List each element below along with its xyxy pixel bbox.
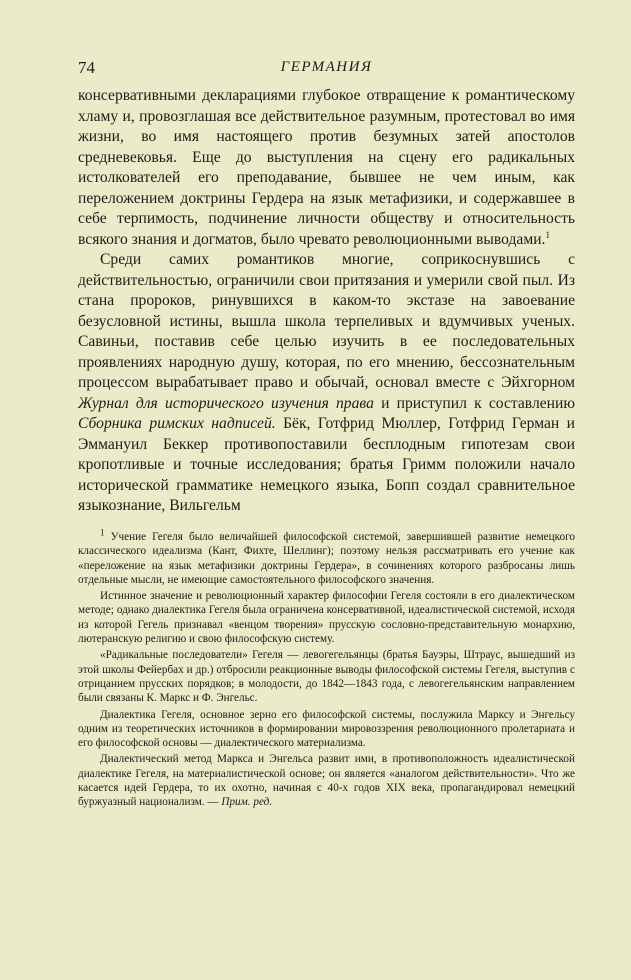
footnote-3: «Радикальные последователи» Гегеля — левогегельянцы (братья Бауэры, Штраус, вышедший из этой школы Фейербах и др.) отбросили реакционные выводы философской системы Гегеля, выступив с отрицанием прусских порядков; в молодости, до 1842—1843 года, с левогегельянским направлением были связаны К. Маркс и Ф. Энгельс.	[78, 649, 575, 705]
paragraph-2	[78, 250, 575, 517]
paragraph-1	[78, 86, 575, 250]
page-header	[78, 58, 575, 82]
footnote-5	[78, 752, 575, 809]
page-number: 74	[78, 58, 95, 77]
paragraph-1-text: консервативными декларациями глубокое отвращение к романтическому хламу и, провозглашая все действительное разумным, протестовал во имя жизни, во имя настоящего против безумных затей апостолов средневековья. Еще до выступления на сцену его радикальных истолкователей его преподавание, бывшее не чем иным, как переложением доктрины Гердера на язык метафизики, и содержавшее в себе терпимость, подчинение личности обществу и относительность всякого знания и догматов, было чревато революционными выводами.	[78, 87, 575, 248]
journal-title: Журнал для исторического изучения права	[78, 394, 374, 412]
editor-note-sign: Прим. ред.	[221, 796, 273, 809]
footnote-4: Диалектика Гегеля, основное зерно его философской системы, послужила Марксу и Энгельсу одним из теоретических источников в формировании мировоззрения революционного пролетариата и его философской основы — диалектического материализма.	[78, 708, 575, 750]
footnotes	[78, 527, 575, 812]
footnote-reference[interactable]: 1	[545, 229, 550, 240]
paragraph-2-text-a: Среди самих романтиков многие, соприкоснувшись с действительностью, ограничили свои притязания и умерили свой пыл. Из стана пророков, ринувшихся в каком-то экстазе на завоевание безусловной истины, вышла школа терпеливых и вдумчивых ученых. Савиньи, поставив себе целью изучить в ее последовательных проявлениях народную душу, которая, по его мнению, бессознательным процессом вырабатывает право и обычай, основал вместе с Эйхгорном	[78, 251, 575, 391]
running-title: ГЕРМАНИЯ	[280, 59, 373, 75]
footnote-marker: 1	[100, 527, 105, 538]
footnote-5-text: Диалектический метод Маркса и Энгельса развит ими, в противоположность идеалистической диалектике Гегеля, на материалистической основе; он является «аналогом действительности». Что же касается идей Гердера, то их охотно, начиная с 40-х годов XIX века, пропагандировал немецкий буржуазный национализм. —	[78, 753, 575, 809]
paragraph-2-text-b: и приступил к составлению	[381, 394, 575, 412]
footnote-1	[78, 527, 575, 587]
collection-title: Сборника римских надписей.	[78, 415, 276, 432]
paragraph-2-text-c: Бёк, Готфрид Мюллер, Готфрид Герман и Эммануил Беккер противопоставили бесплодным гипотезам свои кропотливые и точные исследования; братья Гримм положили начало исторической грамматике немецкого языка, Бопп создал сравнительное языкознание, Вильгельм	[78, 415, 575, 514]
footnote-1-text: Учение Гегеля было величайшей философской системой, завершившей развитие немецкого классического идеализма (Кант, Фихте, Шеллинг); поэтому нельзя рассматривать его учение как «переложение на язык метафизики доктрины Гердера», в сочинениях которого разбросаны лишь отдельные мысли, не имеющие самостоятельного философского значения.	[78, 531, 575, 586]
main-text	[78, 86, 575, 517]
footnote-2: Истинное значение и революционный характер философии Гегеля состояли в его диалектическом методе; однако диалектика Гегеля была ограничена консервативной, идеалистической системой, исходя из которой Гегель признавал «венцом творения» прусскую сословно-представительную монархию, лютеранскую религию и свою философскую систему.	[78, 590, 575, 646]
